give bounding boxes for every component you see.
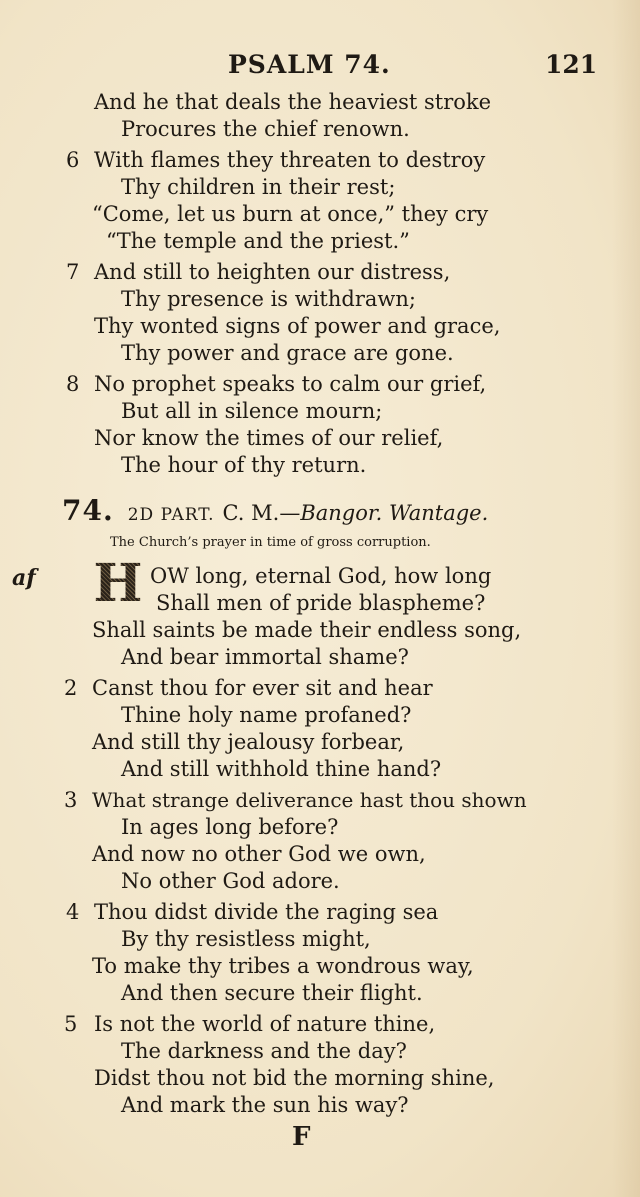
verse-line: And now no other God we own, [92, 842, 426, 866]
verse-line: No prophet speaks to calm our grief, [94, 372, 487, 396]
stanza-number: 4 [66, 900, 80, 924]
hymn-subtitle: The Church’s prayer in time of gross corruption. [110, 535, 431, 550]
hymn-number: 74. [62, 494, 114, 527]
verse-line: Shall saints be made their endless song, [92, 618, 522, 642]
verse-line: “The temple and the priest.” [106, 229, 410, 253]
verse-line: To make thy tribes a wondrous way, [92, 954, 474, 978]
stanza-number: 3 [64, 788, 78, 812]
verse-line: And he that deals the heaviest stroke [94, 90, 492, 114]
page-header [0, 50, 640, 84]
stanza-number: 5 [64, 1012, 78, 1036]
verse-line: Nor know the times of our relief, [94, 426, 444, 450]
drop-cap: H [93, 553, 143, 614]
page-edge-shading [612, 0, 640, 1197]
verse-line: And bear immortal shame? [121, 645, 409, 669]
verse-line: Thy children in their rest; [121, 175, 396, 199]
page-number: 121 [545, 50, 598, 79]
verse-line: And still thy jealousy forbear, [92, 730, 405, 754]
stanza-number: 2 [64, 676, 78, 700]
verse-line: Shall men of pride blaspheme? [156, 591, 486, 615]
verse-line: Is not the world of nature thine, [94, 1012, 436, 1036]
verse-line: Canst thou for ever sit and hear [92, 676, 433, 700]
hymn-meter: C. M.— [222, 501, 301, 525]
verse-line: “Come, let us burn at once,” they cry [92, 202, 489, 226]
hymn-part: 2D PART. [127, 505, 215, 525]
verse-line: But all in silence mourn; [121, 399, 383, 423]
verse-line: And still to heighten our distress, [94, 260, 451, 284]
stanza-number: 6 [66, 148, 80, 172]
verse-line: Didst thou not bid the morning shine, [94, 1066, 495, 1090]
handwritten-margin-note: af [12, 565, 36, 591]
verse-line: No other God adore. [121, 869, 340, 893]
verse-line: What strange deliverance hast thou shown [92, 788, 527, 812]
hymn-heading [62, 494, 488, 530]
verse-line: The darkness and the day? [121, 1039, 407, 1063]
signature-mark: F [292, 1122, 311, 1152]
verse-line: The hour of thy return. [121, 453, 367, 477]
stanza-number: 8 [66, 372, 80, 396]
verse-line: And still withhold thine hand? [121, 757, 442, 781]
running-title: PSALM 74. [228, 50, 391, 79]
verse-line: In ages long before? [121, 815, 339, 839]
verse-line: And mark the sun his way? [121, 1093, 409, 1117]
verse-line: Thou didst divide the raging sea [94, 900, 439, 924]
hymn-tunes: Bangor. Wantage. [300, 501, 489, 525]
stanza-number: 7 [66, 260, 80, 284]
verse-line: Thine holy name profaned? [121, 703, 412, 727]
verse-line: With flames they threaten to destroy [94, 148, 486, 172]
verse-line: Thy presence is withdrawn; [121, 287, 416, 311]
verse-line: OW long, eternal God, how long [150, 564, 492, 588]
verse-line: Thy power and grace are gone. [121, 341, 454, 365]
verse-line: And then secure their flight. [121, 981, 423, 1005]
verse-line: Thy wonted signs of power and grace, [94, 314, 501, 338]
verse-line: By thy resistless might, [121, 927, 371, 951]
verse-line: Procures the chief renown. [121, 117, 410, 141]
